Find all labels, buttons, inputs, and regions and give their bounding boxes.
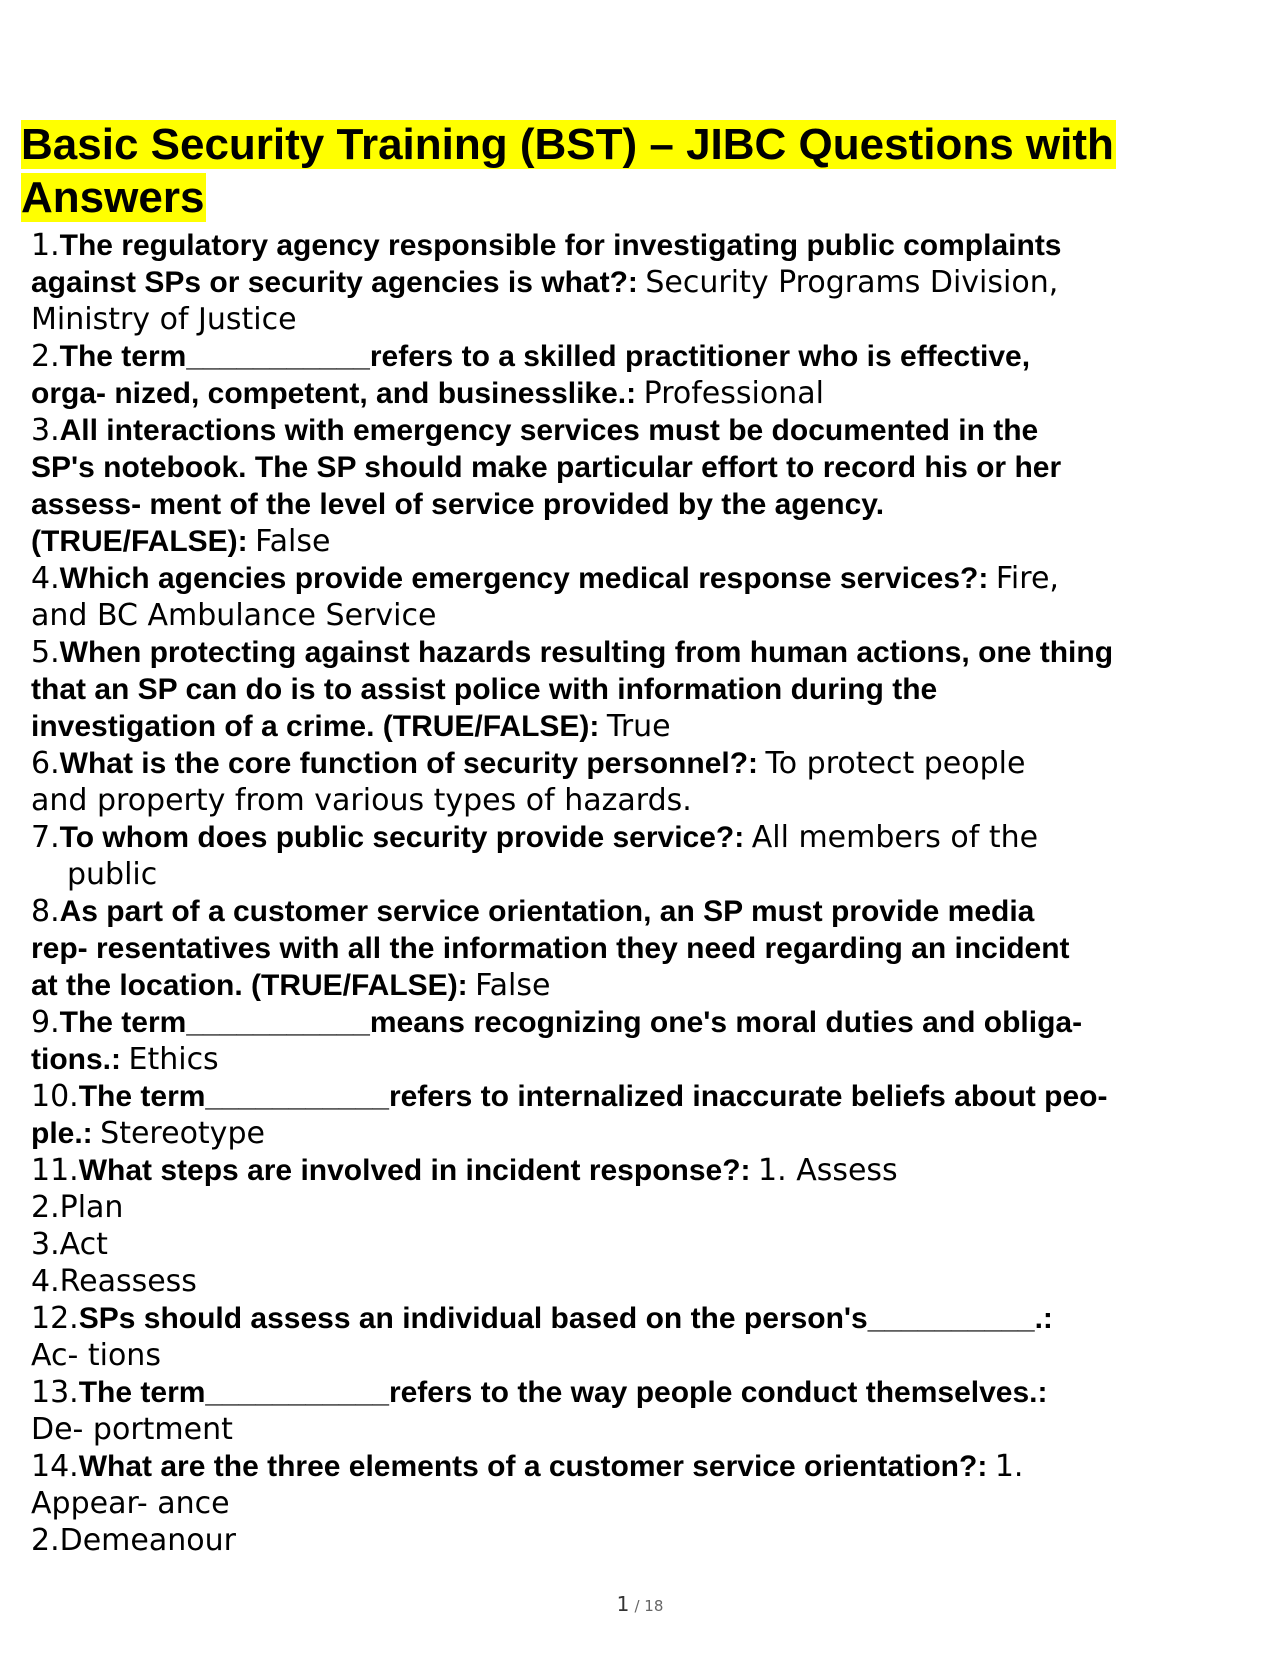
question-text: tions.: bbox=[31, 1043, 121, 1076]
list-item bbox=[31, 1263, 1261, 1300]
question-number: 2. bbox=[31, 339, 60, 374]
answer-text: False bbox=[475, 968, 551, 1003]
question-10 bbox=[31, 1078, 1261, 1115]
answer-text: Ethics bbox=[128, 1042, 219, 1077]
answer-text: Security Programs Division, bbox=[645, 265, 1059, 300]
answer-text: and property from various types of hazards. bbox=[31, 783, 692, 818]
question-number: 5. bbox=[31, 635, 60, 670]
answer-text: Appear- ance bbox=[31, 1486, 230, 1521]
answer-text: All members of the bbox=[751, 820, 1039, 855]
answer-text: public bbox=[67, 857, 158, 892]
question-number: 6. bbox=[31, 746, 60, 781]
question-text: assess- ment of the level of service provided by the agency. bbox=[31, 488, 885, 521]
answer-text: Fire, bbox=[995, 561, 1059, 596]
question-8 bbox=[31, 893, 1261, 930]
step-text: Demeanour bbox=[59, 1523, 236, 1558]
list-item bbox=[31, 1226, 1261, 1263]
question-13 bbox=[31, 1374, 1261, 1411]
question-text: What are the three elements of a customer service orientation?: bbox=[78, 1450, 988, 1483]
step-text: Plan bbox=[59, 1190, 124, 1225]
question-5 bbox=[31, 634, 1261, 671]
question-text: The term___________refers to internalized inaccurate beliefs about peo- bbox=[78, 1080, 1108, 1113]
question-number: 9. bbox=[31, 1005, 60, 1040]
list-item bbox=[31, 1522, 1261, 1559]
question-text: investigation of a crime. (TRUE/FALSE): bbox=[31, 710, 600, 743]
question-4 bbox=[31, 560, 1261, 597]
question-number: 14. bbox=[31, 1449, 79, 1484]
question-1 bbox=[31, 227, 1261, 264]
question-text: orga- nized, competent, and businesslike.: bbox=[31, 377, 637, 410]
question-text: at the location. (TRUE/FALSE): bbox=[31, 969, 468, 1002]
question-number: 11. bbox=[31, 1153, 79, 1188]
question-6 bbox=[31, 745, 1261, 782]
answer-text: Professional bbox=[643, 376, 824, 411]
answer-text: De- portment bbox=[31, 1412, 233, 1447]
question-text: SP's notebook. The SP should make particular effort to record his or her bbox=[31, 451, 1062, 484]
answer-text: 1. bbox=[994, 1449, 1024, 1484]
answer-text: Ac- tions bbox=[31, 1338, 161, 1373]
step-number: 2. bbox=[31, 1523, 60, 1558]
title-line-2: Answers bbox=[21, 173, 205, 222]
question-text: To whom does public security provide service?: bbox=[59, 821, 745, 854]
answer-text: and BC Ambulance Service bbox=[31, 598, 437, 633]
question-9 bbox=[31, 1004, 1261, 1041]
question-14 bbox=[31, 1448, 1261, 1485]
question-text: What steps are involved in incident response?: bbox=[78, 1154, 751, 1187]
question-text: SPs should assess an individual based on the person's__________.: bbox=[78, 1302, 1053, 1335]
answer-text: Stereotype bbox=[100, 1116, 265, 1151]
question-2 bbox=[31, 338, 1261, 375]
question-11 bbox=[31, 1152, 1261, 1189]
step-text: Act bbox=[59, 1227, 108, 1262]
question-text: The term___________refers to the way people conduct themselves.: bbox=[78, 1376, 1048, 1409]
list-item bbox=[31, 1189, 1261, 1226]
questions-list bbox=[31, 227, 1261, 1559]
question-number: 13. bbox=[31, 1375, 79, 1410]
step-number: 2. bbox=[31, 1190, 60, 1225]
page-indicator bbox=[0, 1592, 1280, 1616]
answer-text: False bbox=[255, 524, 331, 559]
question-text: The term___________means recognizing one's moral duties and obliga- bbox=[59, 1006, 1083, 1039]
question-text: rep- resentatives with all the information they need regarding an incident bbox=[31, 932, 1070, 965]
total-pages: / 18 bbox=[634, 1597, 664, 1615]
question-text: against SPs or security agencies is what?: bbox=[31, 266, 638, 299]
question-text: The regulatory agency responsible for investigating public complaints bbox=[59, 229, 1062, 262]
question-number: 7. bbox=[31, 820, 60, 855]
question-text: (TRUE/FALSE): bbox=[31, 525, 248, 558]
question-number: 3. bbox=[31, 413, 60, 448]
question-text: ple.: bbox=[31, 1117, 93, 1150]
title-highlight bbox=[21, 120, 1116, 222]
question-number: 12. bbox=[31, 1301, 79, 1336]
question-number: 4. bbox=[31, 561, 60, 596]
question-text: All interactions with emergency services must be documented in the bbox=[59, 414, 1039, 447]
question-12 bbox=[31, 1300, 1261, 1337]
question-text: Which agencies provide emergency medical response services?: bbox=[59, 562, 989, 595]
question-3 bbox=[31, 412, 1261, 449]
step-number: 4. bbox=[31, 1264, 60, 1299]
question-text: When protecting against hazards resulting from human actions, one thing bbox=[59, 636, 1114, 669]
step-number: 3. bbox=[31, 1227, 60, 1262]
answer-text: To protect people bbox=[765, 746, 1026, 781]
question-number: 10. bbox=[31, 1079, 79, 1114]
title-line-1: Basic Security Training (BST) – JIBC Questions with bbox=[21, 120, 1114, 169]
current-page: 1 bbox=[616, 1592, 630, 1616]
answer-text: Ministry of Justice bbox=[31, 302, 297, 337]
question-number: 1. bbox=[31, 228, 60, 263]
answer-text: 1. Assess bbox=[758, 1153, 898, 1188]
question-text: The term___________refers to a skilled practitioner who is effective, bbox=[59, 340, 1031, 373]
question-text: that an SP can do is to assist police with information during the bbox=[31, 673, 938, 706]
question-text: What is the core function of security personnel?: bbox=[59, 747, 759, 780]
document-title bbox=[21, 118, 1221, 224]
question-number: 8. bbox=[31, 894, 60, 929]
step-text: Reassess bbox=[59, 1264, 197, 1299]
answer-text: True bbox=[606, 709, 671, 744]
question-text: As part of a customer service orientation, an SP must provide media bbox=[59, 895, 1035, 928]
question-7 bbox=[31, 819, 1261, 856]
